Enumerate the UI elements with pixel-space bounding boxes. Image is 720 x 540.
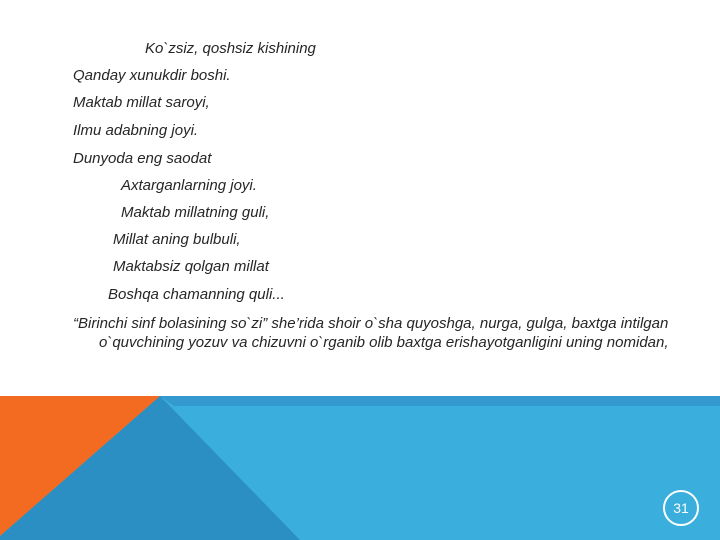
- footer-decoration: [0, 396, 720, 540]
- poem-line-8: Millat aning bulbuli,: [113, 231, 241, 248]
- poem-line-1: Ko`zsiz, qoshsiz kishining: [145, 40, 316, 57]
- poem-line-2: Qanday xunukdir boshi.: [73, 67, 231, 84]
- blue-top-stripe: [160, 396, 720, 406]
- poem-line-7: Maktab millatning guli,: [121, 204, 270, 221]
- page-number-badge: 31: [663, 490, 699, 526]
- poem-line-4: Ilmu adabning joyi.: [73, 122, 199, 139]
- poem-line-10: Boshqa chamanning quli...: [108, 286, 285, 303]
- poem-line-3: Maktab millat saroyi,: [73, 94, 210, 111]
- poem-line-9: Maktabsiz qolgan millat: [113, 258, 269, 275]
- description-paragraph: “Birinchi sinf bolasining so`zi” she’rida shoir o`sha quyoshga, nurga, gulga, baxtga intilgan o`quvchining yozuv va chizuvni o`rganib olib baxtga erishayotganligini uning nomidan,: [73, 315, 669, 351]
- poem-line-5: Dunyoda eng saodat: [73, 150, 212, 167]
- poem-line-6: Axtarganlarning joyi.: [121, 177, 257, 194]
